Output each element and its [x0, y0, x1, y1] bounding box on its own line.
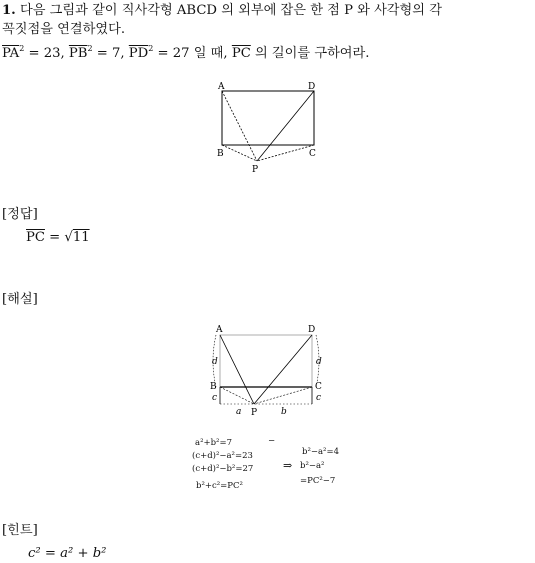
- label-c: C: [309, 149, 316, 159]
- hint-formula: c² = a² + b²: [28, 546, 107, 561]
- sqrt-icon: √: [64, 230, 73, 245]
- hint-heading: [힌트]: [2, 523, 38, 538]
- problem-number: 1.: [2, 3, 16, 18]
- eq-left-4: b²+c²=PC²: [196, 481, 243, 491]
- sol-label-b-seg: b: [281, 407, 287, 417]
- problem-text-2: 꼭짓점을 연결하였다.: [2, 22, 126, 37]
- label-a: A: [218, 82, 225, 92]
- exp-pd: 2: [148, 44, 154, 53]
- answer-formula: [26, 229, 90, 247]
- label-b: B: [217, 149, 224, 159]
- answer-heading: [정답]: [2, 207, 38, 222]
- dash-mark: −: [268, 436, 276, 446]
- line-pa: [222, 91, 257, 161]
- seg-pa: $\overline{PA}$: [2, 46, 20, 61]
- sol-line-pb: [220, 387, 254, 404]
- rectangle-abcd: [222, 91, 314, 145]
- rectangle-outline: [220, 335, 312, 387]
- val-pb: = 7,: [92, 46, 125, 61]
- eq-right-3: =PC²−7: [300, 476, 336, 486]
- sol-line-pc: [254, 387, 312, 404]
- eq-right-2: b²−a²: [300, 461, 325, 471]
- val-pa: = 23,: [24, 46, 65, 61]
- seg-pc: $\overline{PC}$: [231, 46, 251, 61]
- eq-left-2: (c+d)²−a²=23: [192, 451, 253, 461]
- line-pc: [257, 145, 314, 161]
- sol-label-a: A: [216, 325, 223, 335]
- sol-label-c: C: [315, 382, 322, 392]
- implies-arrow-icon: ⇒: [283, 459, 293, 472]
- sol-label-d-right: d: [316, 357, 322, 367]
- val-pd: = 27 일 때,: [153, 46, 228, 61]
- eq-left-1: a²+b²=7: [195, 438, 232, 448]
- answer-eq: =: [44, 230, 65, 245]
- problem-text-1: 다음 그림과 같이 직사각형 ABCD 의 외부에 잡은 한 점 P 와 사각형의 각: [19, 3, 442, 18]
- seg-pd: $\overline{PD}$: [128, 46, 149, 61]
- label-d: D: [308, 82, 316, 92]
- sol-line-pd: [254, 335, 312, 404]
- answer-lhs: $\overline{PC}$: [26, 230, 45, 245]
- sol-label-a-seg: a: [236, 407, 242, 417]
- sol-label-b: B: [210, 382, 217, 392]
- line-pd: [257, 91, 314, 161]
- sol-label-d-left: d: [212, 357, 218, 367]
- solution-figure: [206, 320, 331, 420]
- eq-left-3: (c+d)²−b²=27: [192, 464, 254, 474]
- label-p: P: [252, 165, 259, 175]
- problem-equations: [2, 45, 369, 63]
- problem-line-1: [2, 2, 442, 20]
- sol-label-c-left: c: [212, 393, 218, 403]
- sol-line-pa: [220, 335, 254, 404]
- line-pb: [222, 145, 257, 161]
- problem-tail: 의 길이를 구하여라.: [250, 46, 370, 61]
- rectangle-figure: [210, 78, 325, 176]
- exp-pb: 2: [87, 44, 93, 53]
- answer-root: 11: [72, 230, 90, 245]
- eq-right-1: b²−a²=4: [302, 447, 339, 457]
- sol-label-d: D: [308, 325, 316, 335]
- solution-heading: [해설]: [2, 292, 38, 307]
- seg-pb: $\overline{PB}$: [68, 46, 88, 61]
- sol-label-c-right: c: [316, 393, 322, 403]
- exp-pa: 2: [19, 44, 25, 53]
- sol-label-p: P: [251, 408, 258, 418]
